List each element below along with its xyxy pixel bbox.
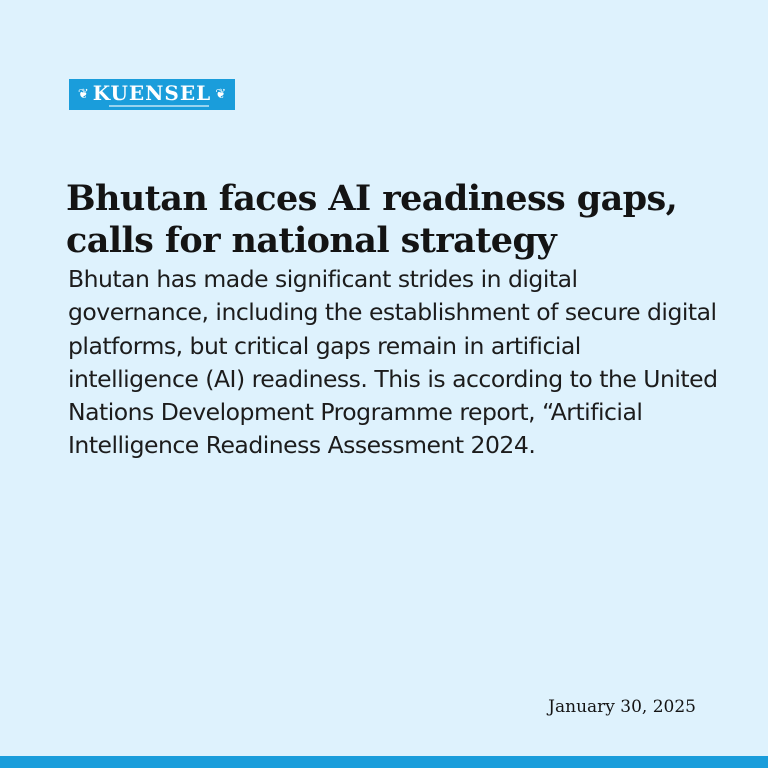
- kuensel-logo: [69, 79, 235, 110]
- article-headline: Bhutan faces AI readiness gaps, calls for national strategy: [66, 178, 678, 261]
- dragon-ornament-left-icon: ❦: [77, 87, 89, 102]
- dragon-ornament-right-icon: ❦: [215, 87, 227, 102]
- bottom-accent-bar: [0, 756, 768, 768]
- article-date: January 30, 2025: [548, 697, 696, 717]
- logo-tagline-line: [109, 105, 209, 107]
- article-body: Bhutan has made significant strides in digital governance, including the establishment of secure digital platforms, but critical gaps remain in artificial intelligence (AI) readiness. This is according to the United Nations Development Programme report, “Artificial Intelligence Readiness Assessment 2024.: [68, 265, 718, 460]
- logo-text: KUENSEL: [92, 81, 212, 105]
